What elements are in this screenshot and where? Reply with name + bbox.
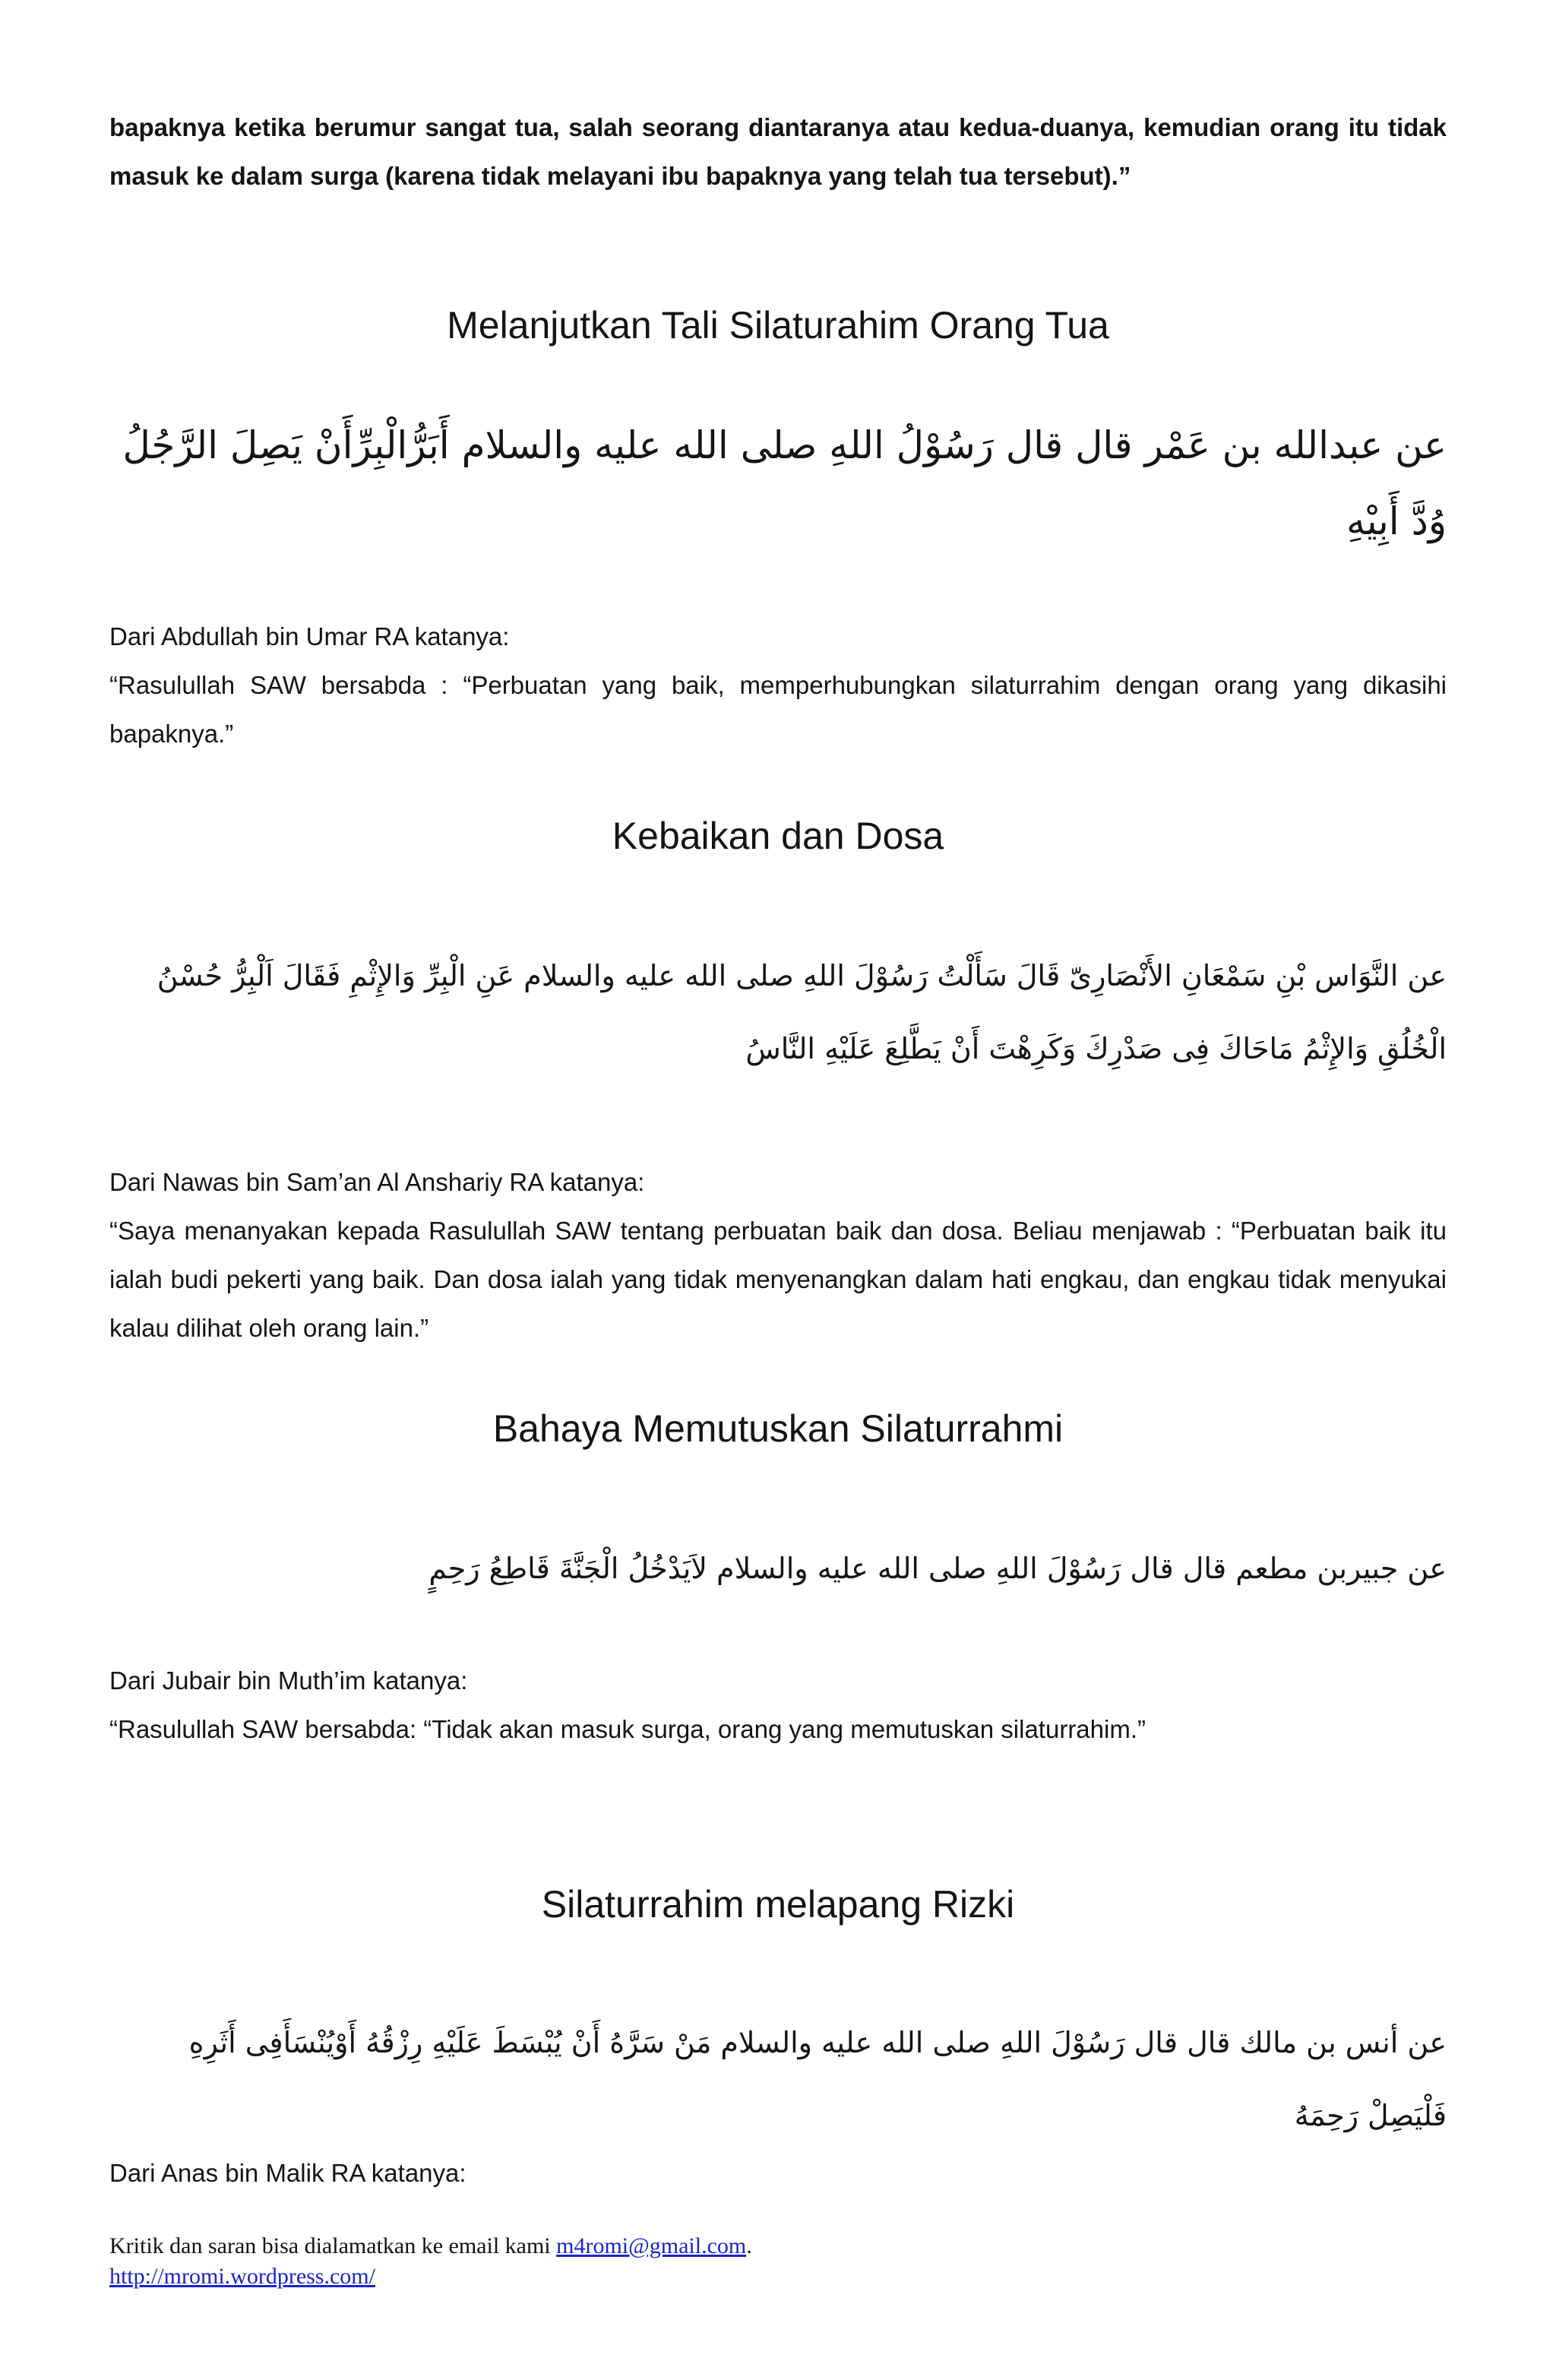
footer-contact-line: [109, 2231, 1447, 2261]
footer-url-line: [109, 2261, 1447, 2292]
narrator-line: Dari Anas bin Malik RA katanya:: [109, 2159, 466, 2187]
footer-suffix: .: [746, 2233, 752, 2258]
arabic-hadith-4: عن أنس بن مالك قال قال رَسُوْلَ اللهِ صلى الله عليه والسلام مَنْ سَرَّهُ أَنْ يُبْسَطَ عَلَيْهِ رِزْقُهُ أَوْيُنْسَأَفِى أَثَرِهِ فَلْيَصِلْ رَحِمَهُ: [188, 2026, 1447, 2132]
section-heading-bahaya: Bahaya Memutuskan Silaturrahmi: [492, 1407, 1064, 1450]
hadith-text: “Rasulullah SAW bersabda: “Tidak akan masuk surga, orang yang memutuskan silaturrahim.”: [109, 1715, 1146, 1743]
intro-paragraph: bapaknya ketika berumur sangat tua, salah seorang diantaranya atau kedua-duanya, kemudian orang itu tidak masuk ke dalam surga (karena tidak melayani ibu bapaknya yang telah tua tersebut).”: [109, 113, 1447, 190]
narrator-line: Dari Abdullah bin Umar RA katanya:: [109, 622, 510, 650]
section-heading-silaturrahim: Silaturrahim melapang Rizki: [541, 1883, 1015, 1926]
hadith-translation-2: [109, 1158, 1447, 1353]
hadith-text: “Rasulullah SAW bersabda : “Perbuatan yang baik, memperhubungkan silaturrahim dengan orang yang dikasihi bapaknya.”: [109, 671, 1447, 748]
narrator-line: Dari Nawas bin Sam’an Al Anshariy RA katanya:: [109, 1168, 645, 1196]
section-heading-kebaikan: Kebaikan dan Dosa: [612, 815, 944, 857]
narrator-line: Dari Jubair bin Muth’im katanya:: [109, 1666, 468, 1695]
section-heading-melanjutkan: Melanjutkan Tali Silaturahim Orang Tua: [447, 304, 1109, 347]
arabic-hadith-1: عن عبدالله بن عَمْر قال قال رَسُوْلُ اللهِ صلى الله عليه والسلام أَبَرُّالْبِرِّأَنْ يَصِلَ الرَّجُلُ وُدَّ أَبِيْهِ: [122, 423, 1447, 543]
email-link[interactable]: m4romi@gmail.com: [556, 2233, 747, 2258]
arabic-hadith-2: عن النَّوَاس بْنِ سَمْعَانِ الأَنْصَارِىّ قَالَ سَأَلْتُ رَسُوْلَ اللهِ صلى الله عليه والسلام عَنِ الْبِرِّ وَالإِثْمِ فَقَالَ اَلْبِرُّ حُسْنُ الْخُلُقِ وَالإِثْمُ مَاحَاكَ فِى صَدْرِكَ وَكَرِهْتَ أَنْ يَطَّلِعَ عَلَيْهِ النَّاسُ: [157, 959, 1447, 1065]
hadith-text: “Saya menanyakan kepada Rasulullah SAW tentang perbuatan baik dan dosa. Beliau menjawab : “Perbuatan baik itu ialah budi pekerti yang baik. Dan dosa ialah yang tidak menyenangkan dalam hati engkau, dan engkau tidak menyukai kalau dilihat oleh orang lain.”: [109, 1217, 1447, 1342]
page-footer: [109, 2231, 1447, 2292]
hadith-translation-3: [109, 1657, 1447, 1754]
website-link[interactable]: http://mromi.wordpress.com/: [109, 2264, 375, 2289]
hadith-translation-1: [109, 612, 1447, 758]
hadith-translation-4: [109, 2149, 1447, 2198]
arabic-hadith-3: عن جبيربن مطعم قال قال رَسُوْلَ اللهِ صلى الله عليه والسلام لاَيَدْخُلُ الْجَنَّةَ قَاطِعُ رَحِمٍ: [429, 1552, 1447, 1585]
footer-prefix: Kritik dan saran bisa dialamatkan ke email kami: [109, 2233, 557, 2258]
